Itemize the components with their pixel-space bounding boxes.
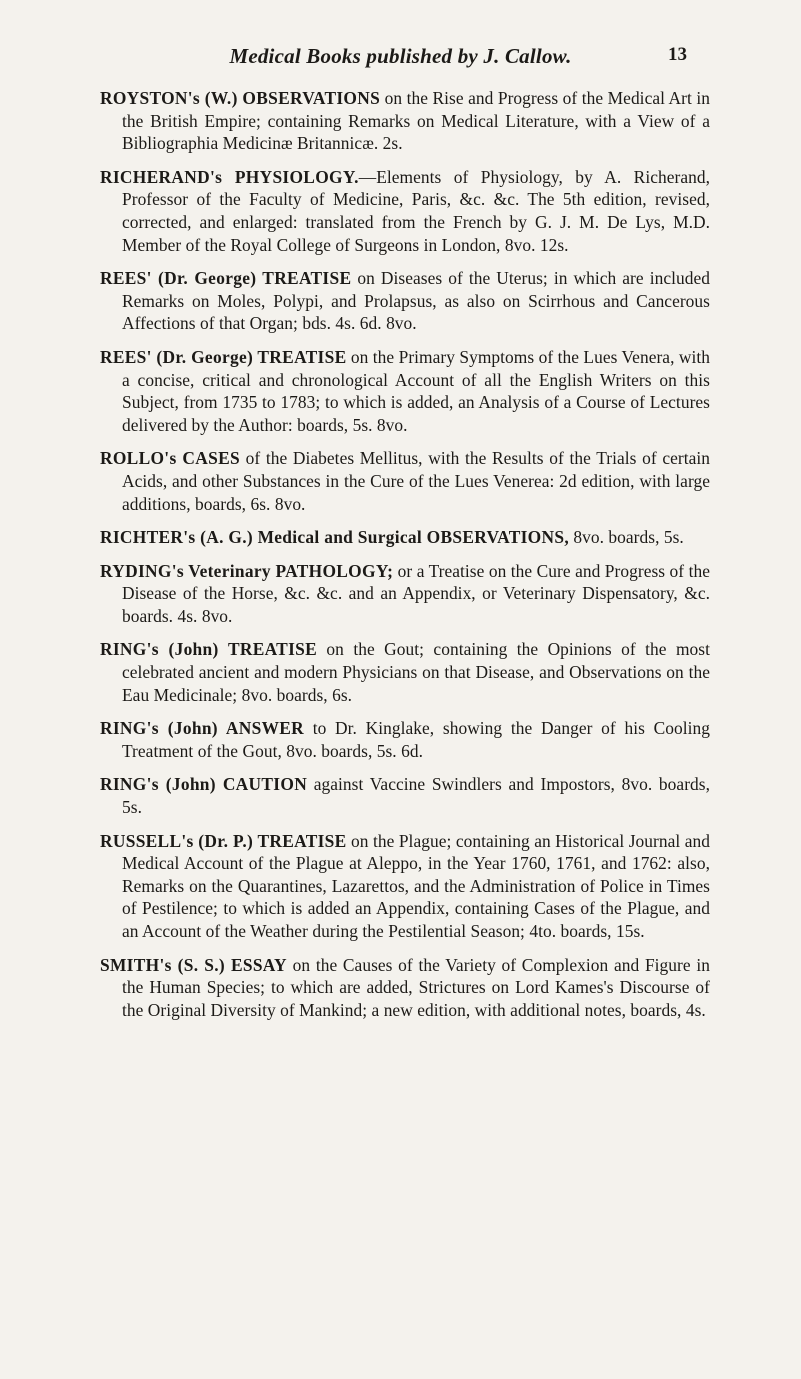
running-head bbox=[0, 44, 801, 74]
entry-heading: SMITH's (S. S.) ESSAY bbox=[100, 954, 287, 975]
entry-text: or a Treatise on the Cure and Progress of the Disease of the Horse, &c. &c. and an Appendix, or Veterinary Dispensatory, &c. boards. 4s. 8vo. bbox=[122, 560, 710, 626]
book-entry bbox=[100, 267, 710, 335]
entry-heading: RICHTER's (A. G.) Medical and Surgical OBSERVATIONS, bbox=[100, 527, 569, 548]
entry-heading: REES' (Dr. George) TREATISE bbox=[100, 268, 352, 289]
entry-text: —Elements of Physiology, by A. Richerand, Professor of the Faculty of Medicine, Paris, &c. &c. The 5th edition, revised, corrected, and enlarged: translated from the French by G. J. M. De Lys, M.D. Member of the Royal College of Surgeons in London, 8vo. 12s. bbox=[122, 166, 710, 255]
entry-text: on the Gout; containing the Opinions of the most celebrated ancient and modern Physicians on that Disease, and Observations on the Eau Medicinale; 8vo. boards, 6s. bbox=[122, 639, 710, 705]
book-entry bbox=[100, 166, 710, 256]
book-entry bbox=[100, 954, 710, 1022]
page-number: 13 bbox=[668, 44, 687, 65]
entry-text: on Diseases of the Uterus; in which are included Remarks on Moles, Polypi, and Prolapsus, as also on Scirrhous and Cancerous Affections of that Organ; bds. 4s. 6d. 8vo. bbox=[122, 268, 710, 334]
book-list bbox=[100, 87, 710, 1357]
book-entry bbox=[100, 830, 710, 943]
entry-heading: RUSSELL's (Dr. P.) TREATISE bbox=[100, 830, 347, 851]
entry-text: on the Rise and Progress of the Medical Art in the British Empire; containing Remarks on Medical Literature, with a View of a Bibliographia Medicinæ Britannicæ. 2s. bbox=[122, 88, 710, 154]
entry-text: on the Plague; containing an Historical Journal and Medical Account of the Plague at Aleppo, in the Year 1760, 1761, and 1762: also, Remarks on the Quarantines, Lazarettos, and the Administration of Police in Times of Pestilence; to which is added an Appendix, containing Cases of the Plague, and an Account of the Weather during the Pestilential Season; 4to. boards, 15s. bbox=[122, 830, 710, 941]
book-entry bbox=[100, 638, 710, 706]
book-entry bbox=[100, 87, 710, 155]
entry-heading: RING's (John) TREATISE bbox=[100, 639, 318, 660]
entry-text: to Dr. Kinglake, showing the Danger of his Cooling Treatment of the Gout, 8vo. boards, 5s. 6d. bbox=[122, 718, 710, 761]
book-entry bbox=[100, 346, 710, 436]
entry-heading: ROLLO's CASES bbox=[100, 448, 240, 469]
entry-heading: RING's (John) ANSWER bbox=[100, 718, 305, 739]
entry-heading: RYDING's Veterinary PATHOLOGY; bbox=[100, 560, 394, 581]
entry-text: against Vaccine Swindlers and Impostors, 8vo. boards, 5s. bbox=[122, 774, 710, 818]
book-entry bbox=[100, 447, 710, 515]
entry-heading: RICHERAND's PHYSIOLOGY. bbox=[100, 166, 359, 187]
book-entry bbox=[100, 560, 710, 628]
entry-heading: REES' (Dr. George) TREATISE bbox=[100, 346, 347, 367]
entry-text: on the Causes of the Variety of Complexion and Figure in the Human Species; to which are added, Strictures on Lord Kames's Discourse of the Original Diversity of Mankind; a new edition, with additional notes, boards, 4s. bbox=[122, 954, 710, 1020]
book-entry bbox=[100, 717, 710, 762]
book-entry bbox=[100, 526, 710, 549]
entry-text: on the Primary Symptoms of the Lues Venera, with a concise, critical and chronological Account of all the English Writers on this Subject, from 1735 to 1783; to which is added, an Analysis of a Course of Lectures delivered by the Author: boards, 5s. 8vo. bbox=[122, 346, 710, 435]
entry-heading: RING's (John) CAUTION bbox=[100, 774, 308, 795]
entry-text: 8vo. boards, 5s. bbox=[568, 527, 684, 548]
book-entry bbox=[100, 773, 710, 818]
running-head-title: Medical Books published by J. Callow. bbox=[229, 44, 572, 68]
entry-heading: ROYSTON's (W.) OBSERVATIONS bbox=[100, 88, 381, 108]
entry-text: of the Diabetes Mellitus, with the Results of the Trials of certain Acids, and other Substances in the Cure of the Lues Venerea: 2d edition, with large additions, boards, 6s. 8vo. bbox=[122, 448, 710, 514]
